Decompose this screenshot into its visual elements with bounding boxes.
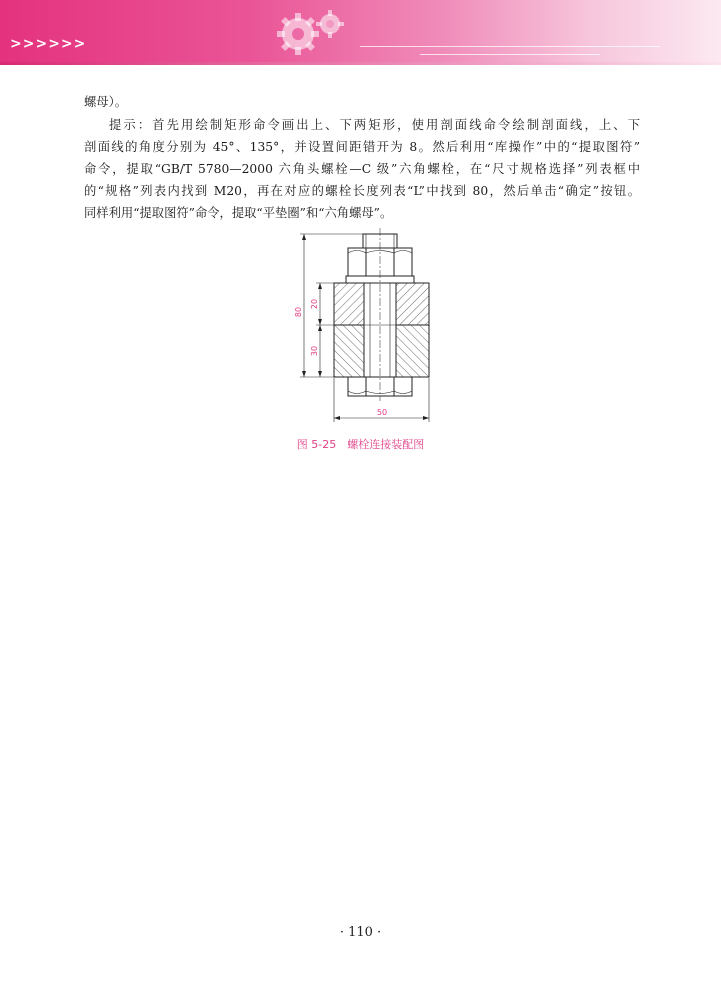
upper-plate-right [396,283,429,325]
gears-icon [268,4,358,60]
body-line: 剖面线的角度分别为 45°、135°，并设置间距错开为 8。然后利用“库操作”中的“提取图符” [84,140,640,154]
header-rule [420,54,600,55]
figure-caption: 图 5-25 螺栓连接装配图 [296,438,425,451]
chevron-decoration: >>>>>> [10,36,87,52]
dim-lower-plate: 30 [310,345,319,357]
body-line: 螺母）。 [84,95,128,109]
body-line: 同样利用“提取图符”命令，提取“平垫圈”和“六角螺母”。 [84,206,393,220]
page-number: · 110 · [339,925,382,940]
dim-total-height: 80 [294,306,303,318]
header-rule [360,46,660,47]
lower-plate-right [396,325,429,377]
upper-plate-left [334,283,364,325]
body-line: 命令，提取“GB/T 5780—2000 六角头螺栓—C 级”六角螺栓，在“尺寸规格选择”列表框中 [84,162,640,176]
lower-plate-left [334,325,364,377]
dim-upper-plate: 20 [310,298,319,310]
body-line: 的“规格”列表内找到 M20，再在对应的螺栓长度列表“L”中找到 80，然后单击“确定”按钮。 [84,184,640,198]
body-line: 提示：首先用绘制矩形命令画出上、下两矩形，使用剖面线命令绘制剖面线，上、下 [109,118,640,132]
page-header-band [0,0,721,62]
dim-width: 50 [376,408,388,417]
header-underline [0,62,721,65]
bolt-assembly-drawing [286,226,436,431]
